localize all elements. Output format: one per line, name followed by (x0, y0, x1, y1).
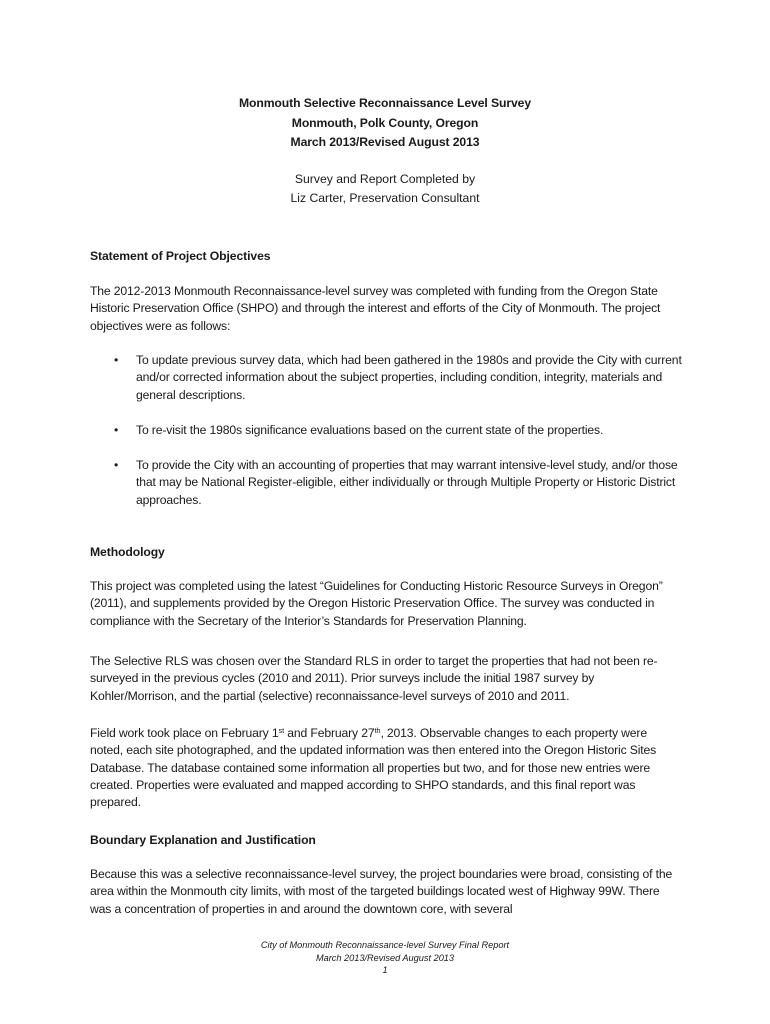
ordinal-suffix-st: st (278, 726, 285, 735)
fieldwork-text-b: and February 27 (284, 726, 375, 740)
objective-text-2: To re-visit the 1980s significance evaluations based on the current state of the properties. (136, 423, 604, 437)
footer-date: March 2013/Revised August 2013 (315, 952, 455, 963)
report-title: Monmouth Selective Reconnaissance Level Survey (238, 96, 532, 110)
fieldwork-text-a: Field work took place on February 1 (90, 726, 279, 740)
report-location: Monmouth, Polk County, Oregon (291, 115, 479, 130)
boundary-heading: Boundary Explanation and Justification (90, 833, 316, 847)
methodology-paragraph-1: This project was completed using the latest “Guidelines for Conducting Historic Resource Surveys in Oregon” (2011), and supplements provided by the Oregon Historic Preservation Office. The survey was conducted in compliance with the Secretary of the Interior’s Standards for Preservation Planning. (90, 579, 663, 628)
bullet-icon: • (114, 353, 119, 367)
credit-line-1: Survey and Report Completed by (294, 171, 476, 186)
credit-block (0, 170, 770, 209)
objective-text-3: To provide the City with an accounting of properties that may warrant intensive-level study, and/or those that may be National Register-eligible, either individually or through Multiple Property or Historic District approaches. (136, 458, 678, 507)
page-footer (0, 939, 770, 977)
boundary-paragraph-1: Because this was a selective reconnaissance-level survey, the project boundaries were broad, consisting of the area within the Monmouth city limits, with most of the targeted buildings located west of Highway 99W. There was a concentration of properties in and around the downtown core, with several (90, 867, 673, 916)
page-number: 1 (382, 965, 388, 976)
ordinal-suffix-th: th (374, 726, 381, 735)
title-block (0, 94, 770, 209)
methodology-paragraph-3 (90, 725, 682, 811)
credit-line-2: Liz Carter, Preservation Consultant (290, 191, 480, 205)
objectives-intro: The 2012-2013 Monmouth Reconnaissance-level survey was completed with funding from the Oregon State Historic Preservation Office (SHPO) and through the interest and efforts of the City of Monmouth. The project objectives were as follows: (90, 284, 661, 333)
methodology-heading: Methodology (90, 545, 165, 559)
objective-bullet-2 (90, 422, 682, 439)
objectives-heading: Statement of Project Objectives (90, 249, 271, 263)
objective-bullet-3 (90, 457, 682, 509)
report-date: March 2013/Revised August 2013 (290, 135, 480, 149)
objective-bullet-1 (90, 352, 682, 404)
methodology-paragraph-2: The Selective RLS was chosen over the Standard RLS in order to target the properties that had not been re-surveyed in the previous cycles (2010 and 2011). Prior surveys include the initial 1987 survey by Kohler/Morrison, and the partial (selective) reconnaissance-level surveys of 2010 and 2011. (90, 654, 658, 703)
fieldwork-text-c: , 2013. Observable changes to each property were noted, each site photographed, and the updated information was then entered into the Oregon Historic Sites Database. The database contained some information all properties but two, and for those new entries were created. Properties were evaluated and mapped according to SHPO standards, and this final report was prepared. (90, 726, 657, 810)
objective-text-1: To update previous survey data, which had been gathered in the 1980s and provide the City with current and/or corrected information about the subject properties, including condition, integrity, materials and general descriptions. (136, 353, 682, 402)
footer-report-title: City of Monmouth Reconnaissance-level Survey Final Report (260, 940, 510, 950)
bullet-icon: • (114, 423, 119, 437)
bullet-icon: • (114, 458, 119, 472)
